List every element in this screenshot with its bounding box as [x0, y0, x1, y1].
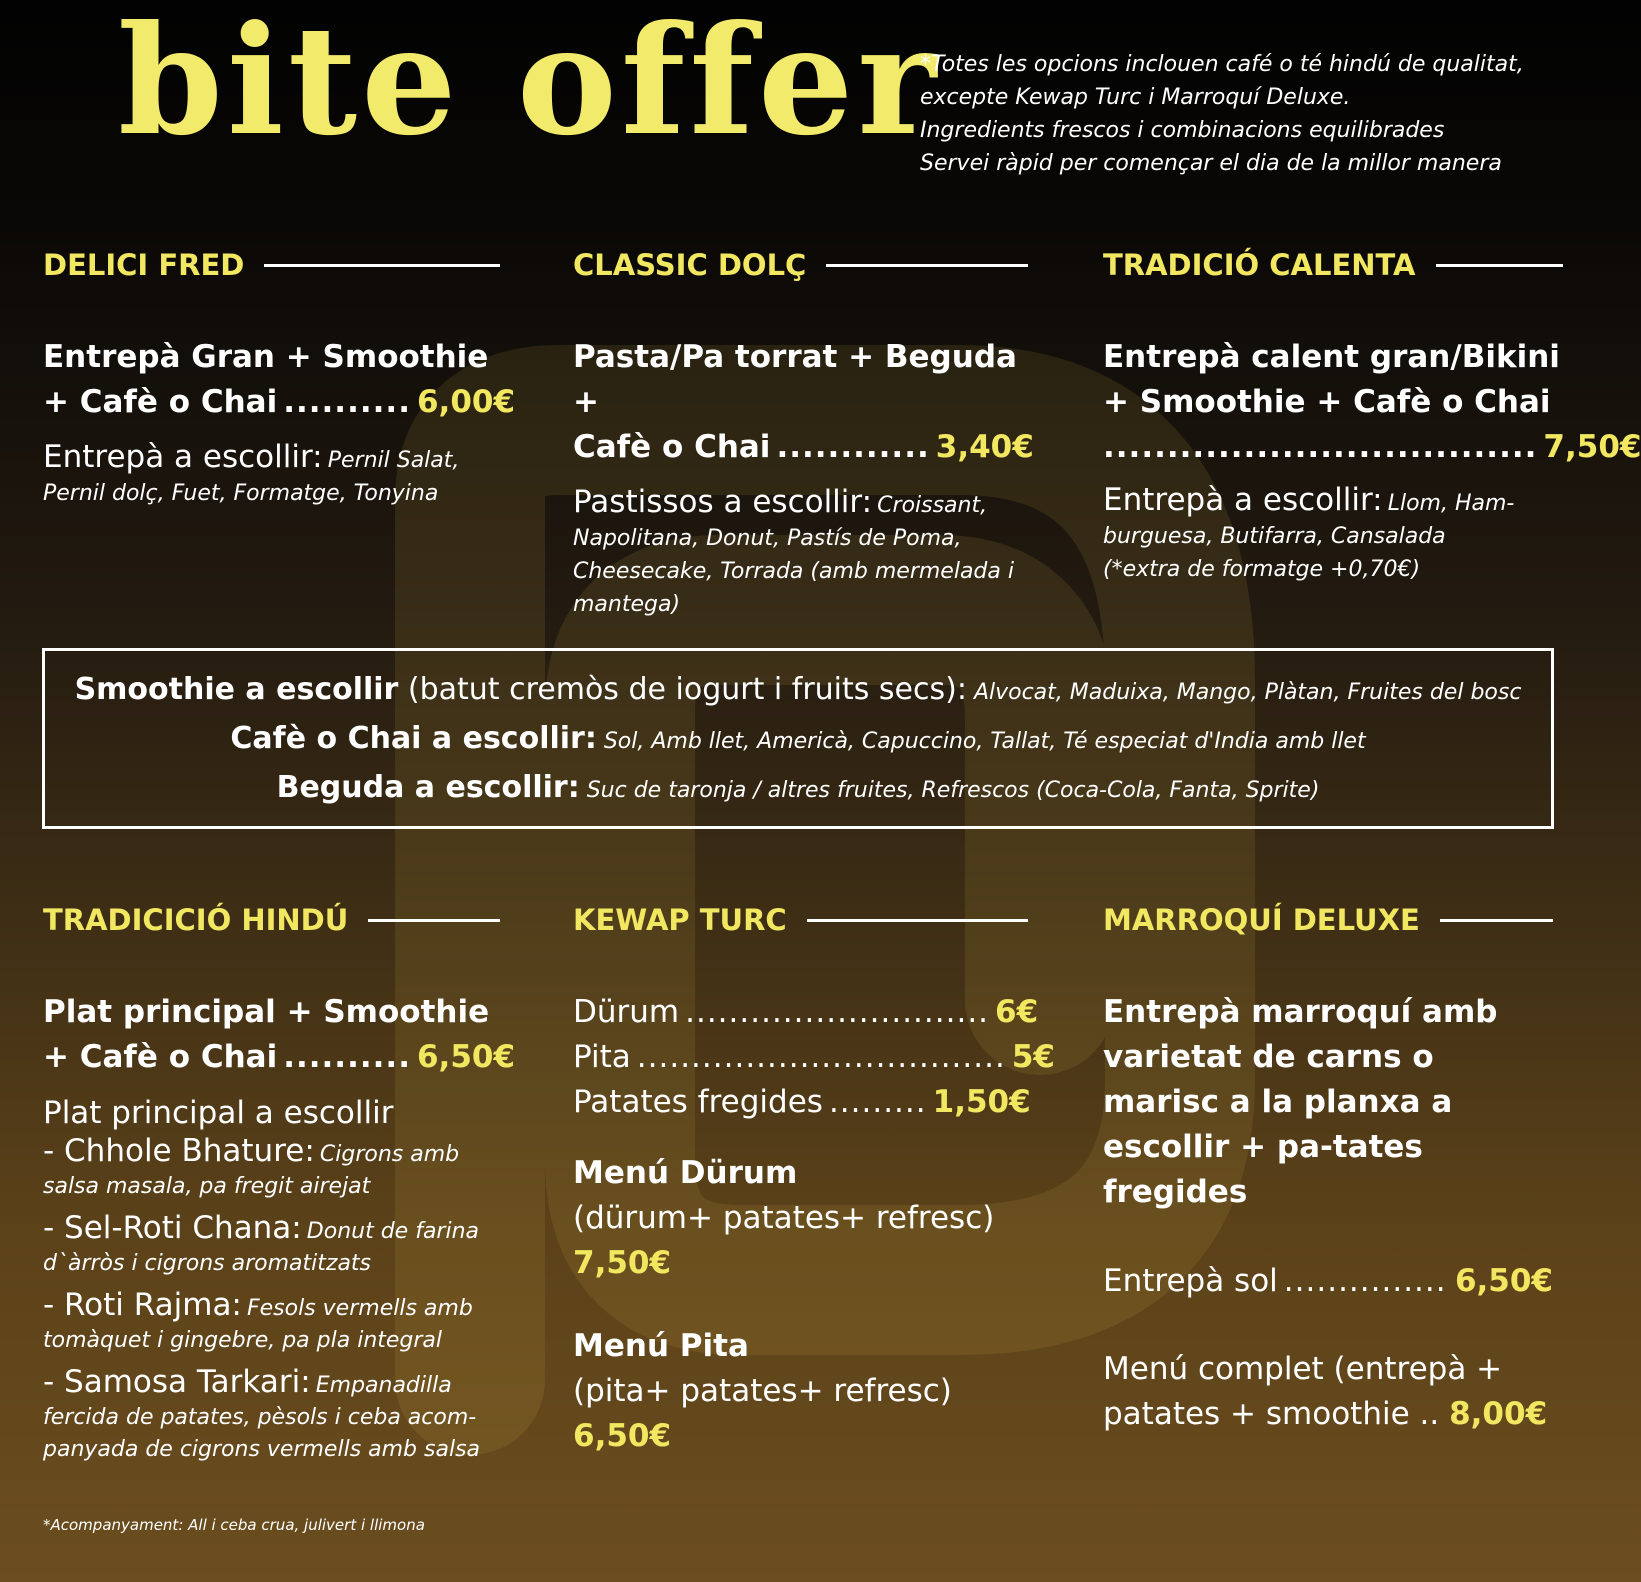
choose-block — [573, 486, 1028, 621]
complete-menu-price: 8,00€ — [1449, 1396, 1548, 1432]
choose-items: Croissant, Napolitana, Donut, Pastís de Poma, Cheesecake, Torrada (amb mermelada i mantega) — [573, 493, 1014, 617]
header-notes — [920, 48, 1524, 180]
leader-dots: ............ — [776, 429, 930, 465]
choose-block — [1103, 484, 1563, 586]
choose-label: Entrepà a escollir: — [43, 439, 323, 475]
offer-price: 6,00€ — [416, 384, 516, 420]
offer-line: Entrepà calent gran/Bikini — [1103, 339, 1560, 375]
offer-kewap-turc — [573, 990, 1055, 1459]
dish-name: - Samosa Tarkari: — [43, 1364, 311, 1400]
section-heading-delici-fred — [43, 248, 500, 282]
offer-marroqui-deluxe — [1103, 990, 1553, 1437]
option-key: Smoothie a escollir — [74, 672, 399, 707]
item-price: 6,50€ — [1454, 1263, 1553, 1299]
section-heading-text: MARROQUÍ DELUXE — [1103, 903, 1420, 937]
menu-pita — [573, 1324, 1028, 1459]
menu-title: Menú Dürum — [573, 1155, 798, 1191]
section-heading-marroqui-deluxe — [1103, 903, 1553, 937]
menu-item-row — [1103, 1259, 1553, 1304]
leader-dots: ............................ — [685, 994, 990, 1030]
leader-dots: .................................. — [1103, 429, 1538, 465]
offer-delici-fred — [43, 335, 516, 510]
choose-items: Pernil Salat, Pernil dolç, Fuet, Formatge, Tonyina — [43, 448, 460, 506]
leader-dots: .......... — [283, 1039, 411, 1075]
offer-price-row — [43, 1035, 516, 1080]
dish-desc: Fesols vermells amb tomàquet i gingebre, pa pla integral — [43, 1296, 473, 1353]
dish-item — [43, 1288, 500, 1357]
choose-block — [43, 441, 500, 510]
offer-desc: Entrepà marroquí amb varietat de carns o marisc a la planxa a escollir + pa-tates fregides — [1103, 994, 1498, 1210]
item-label: Dürum — [573, 994, 680, 1030]
offer-line: Pasta/Pa torrat + Beguda + — [573, 339, 1017, 420]
section-divider — [807, 919, 1028, 922]
item-price: 6€ — [995, 994, 1039, 1030]
offer-classic-dolc — [573, 335, 1034, 621]
dish-desc: Empanadilla fercida de patates, pèsols i ceba acom-panyada de cigrons vermells amb salsa — [43, 1373, 481, 1462]
choose-label: Entrepà a escollir: — [1103, 482, 1383, 518]
menu-item-row — [573, 990, 1039, 1035]
offer-price-row — [1103, 425, 1641, 470]
dish-name: - Chhole Bhature: — [43, 1133, 315, 1169]
menu-durum — [573, 1151, 1028, 1286]
option-key: Beguda a escollir: — [276, 770, 580, 805]
section-heading-text: CLASSIC DOLÇ — [573, 248, 807, 282]
choose-title: Plat principal a escollir — [43, 1095, 394, 1131]
item-label: Patates fregides — [573, 1084, 823, 1120]
offer-price-row — [43, 380, 516, 425]
section-heading-classic-dolc — [573, 248, 1028, 282]
section-heading-text: DELICI FRED — [43, 248, 245, 282]
menu-item-row — [573, 1080, 1031, 1125]
leader-dots: ......... — [828, 1084, 927, 1120]
section-heading-tradicio-calenta — [1103, 248, 1563, 282]
offer-tradicio-hindu — [43, 990, 516, 1466]
offer-price: 3,40€ — [935, 429, 1034, 465]
option-mid: (batut cremòs de iogurt i fruits secs): — [398, 672, 967, 707]
section-divider — [1436, 264, 1563, 267]
choose-items: Llom, Ham-burguesa, Butifarra, Cansalada — [1103, 491, 1515, 549]
menu-item-row — [573, 1035, 1055, 1080]
menu-price: 6,50€ — [573, 1418, 672, 1454]
offer-line: + Cafè o Chai — [43, 1039, 278, 1075]
note-line: *Totes les opcions inclouen café o té hindú de qualitat, — [920, 52, 1524, 77]
section-divider — [368, 919, 500, 922]
offer-price: 7,50€ — [1543, 429, 1641, 465]
section-heading-text: TRADICIÓ CALENTA — [1103, 248, 1416, 282]
offer-price-row — [573, 425, 1034, 470]
leader-dots: .......... — [283, 384, 411, 420]
item-label: Pita — [573, 1039, 631, 1075]
option-values: Suc de taronja / altres fruites, Refrescos (Coca-Cola, Fanta, Sprite) — [579, 778, 1320, 803]
dish-desc: Donut de farina d`àrròs i cigrons aromatitzats — [43, 1219, 480, 1276]
note-line: excepte Kewap Turc i Marroquí Deluxe. — [920, 85, 1351, 110]
choose-label: Pastissos a escollir: — [573, 484, 873, 520]
dish-item — [43, 1134, 500, 1203]
dish-name: - Sel-Roti Chana: — [43, 1210, 302, 1246]
menu-price: 7,50€ — [573, 1245, 672, 1281]
dish-item — [43, 1365, 500, 1466]
leader-dots: .................................. — [636, 1039, 1006, 1075]
option-values: Alvocat, Maduixa, Mango, Plàtan, Fruites del bosc — [966, 680, 1522, 705]
offer-line: Plat principal + Smoothie — [43, 994, 490, 1030]
leader-dots: ............... — [1283, 1263, 1447, 1299]
option-values: Sol, Amb llet, Americà, Capuccino, Tallat, Té especiat d'India amb llet — [596, 729, 1366, 754]
option-line-beguda — [45, 765, 1551, 814]
options-box — [42, 648, 1554, 829]
section-divider — [826, 264, 1028, 267]
dish-item — [43, 1211, 500, 1280]
section-heading-tradicio-hindu — [43, 903, 500, 937]
section-divider — [264, 264, 500, 267]
item-label: Entrepà sol — [1103, 1263, 1278, 1299]
footnote: *Acompanyament: All i ceba crua, julivert i llimona — [43, 1516, 425, 1534]
page-title: bite offer — [118, 0, 941, 169]
section-heading-kewap-turc — [573, 903, 1028, 937]
extra-note: (*extra de formatge +0,70€) — [1103, 557, 1421, 582]
section-divider — [1440, 919, 1553, 922]
item-price: 5€ — [1011, 1039, 1055, 1075]
dish-desc: Cigrons amb salsa masala, pa fregit airejat — [43, 1142, 460, 1199]
note-line: Ingredients frescos i combinacions equilibrades — [920, 118, 1445, 143]
offer-tradicio-calenta — [1103, 335, 1641, 586]
note-line: Servei ràpid per començar el dia de la millor manera — [920, 151, 1502, 176]
option-key: Cafè o Chai a escollir: — [230, 721, 597, 756]
menu-desc: (dürum+ patates+ refresc) — [573, 1200, 995, 1236]
offer-line: Cafè o Chai — [573, 429, 771, 465]
offer-line: + Cafè o Chai — [43, 384, 278, 420]
offer-price: 6,50€ — [416, 1039, 516, 1075]
menu-title: Menú Pita — [573, 1328, 749, 1364]
option-line-cafe — [45, 716, 1551, 765]
complete-menu-line: Menú complet (entrepà + — [1103, 1351, 1503, 1387]
section-heading-text: TRADICICIÓ HINDÚ — [43, 903, 349, 937]
option-line-smoothie — [45, 667, 1551, 716]
section-heading-text: KEWAP TURC — [573, 903, 787, 937]
offer-line: + Smoothie + Cafè o Chai — [1103, 384, 1551, 420]
menu-desc: (pita+ patates+ refresc) — [573, 1373, 952, 1409]
dish-name: - Roti Rajma: — [43, 1287, 242, 1323]
complete-menu-line: patates + smoothie .. — [1103, 1396, 1440, 1432]
offer-line: Entrepà Gran + Smoothie — [43, 339, 489, 375]
complete-menu-row — [1103, 1392, 1553, 1437]
item-price: 1,50€ — [932, 1084, 1031, 1120]
